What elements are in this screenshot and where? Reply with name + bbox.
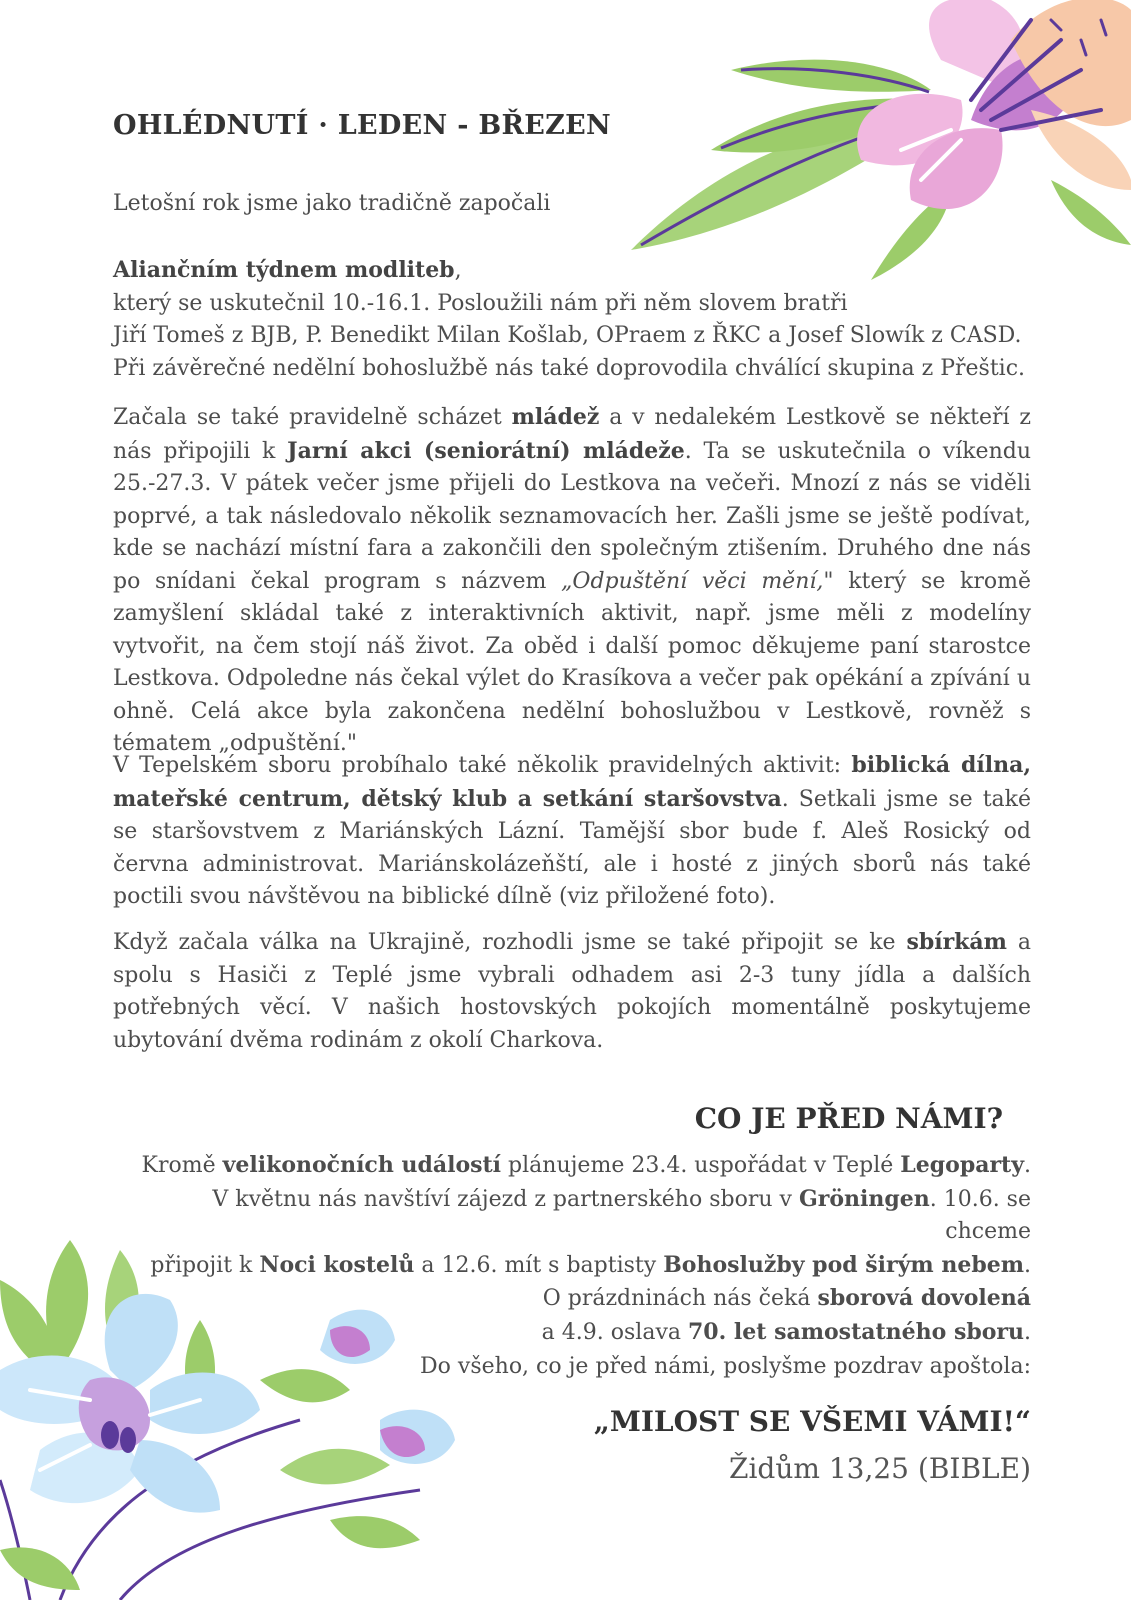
greeting-line: Do všeho, co je před námi, poslyšme pozdrav apoštola: <box>420 1354 1031 1379</box>
youth-paragraph: Začala se také pravidelně scházet mládež a v nedalekém Lestkově se někteří z nás připojili k Jarní akci (seniorátní) mládeže. Ta se uskutečnila o víkendu 25.-27.3. V pátek večer jsme přijeli do Lestkova na večeři. Mnozí z nás se viděli poprvé, a tak následovalo několik seznamovacích her. Zašli jsme se ještě podívat, kde se nachází místní fara a zakončili den společným ztišením. Druhého dne nás po snídani čekal program s názvem „Odpuštění věci mění," který se kromě zamyšlení skládal také z interaktivních aktivit, např. jsme měli z modelíny vytvořit, na čem stojí náš život. Za oběd i další pomoc děkujeme paní starostce Lestkova. Odpoledne nás čekal výlet do Krasíkova a večer pak opékání a zpívání u ohně. Celá akce byla zakončena nedělní bohoslužbou v Lestkově, rovněž s tématem „odpuštění." <box>113 404 1031 756</box>
ukraine-paragraph: Když začala válka na Ukrajině, rozhodli jsme se také připojit se ke sbírkám a spolu s Hasiči z Teplé jsme vybrali odhadem asi 2-3 tuny jídla a dalších potřebných věcí. V našich hostovských pokojích momentálně poskytujeme ubytování dvěma rodinám z okolí Charkova. <box>113 929 1031 1053</box>
activities-paragraph: V Tepelském sboru probíhalo také několik pravidelných aktivit: biblická dílna, mateřské centrum, dětský klub a setkání staršovstva. Setkali jsme se také se staršovstvem z Mariánských Lázní. Tamější sbor bude f. Aleš Rosický od června administrovat. Mariánskolázeňští, ale i hosté z jiných sborů nás také poctili svou návštěvou na biblické dílně (viz přiložené foto). <box>113 752 1032 909</box>
prayer-week-bold: Aliančním týdnem modliteb <box>113 257 455 283</box>
bible-reference: Židům 13,25 (BIBLE) <box>729 1452 1031 1485</box>
prayer-week-paragraph: Aliančním týdnem modliteb, který se uskutečnil 10.-16.1. Posloužili nám při něm slovem bratři Jiří Tomeš z BJB, P. Benedikt Milan Košlab, OPraem z ŘKC a Josef Slowík z CASD. Při závěrečné nedělní bohoslužbě nás také doprovodila chválící skupina z Přeštic. <box>113 257 1026 381</box>
future-plans-paragraph: Kromě velikonočních událostí plánujeme 23.4. uspořádat v Teplé Legoparty. V květnu nás navštíví zájezd z partnerského sboru v Gröningen. 10.6. se chceme připojit k Noci kostelů a 12.6. mít s baptisty Bohoslužby pod širým nebem. O prázdninách nás čeká sborová dovolená a 4.9. oslava 70. let samostatného sboru. <box>141 1152 1031 1345</box>
future-heading: CO JE PŘED NÁMI? <box>694 1102 1003 1135</box>
blessing-quote: „MILOST SE VŠEMI VÁMI!“ <box>593 1405 1031 1438</box>
intro-paragraph: Letošní rok jsme jako tradičně započali <box>113 191 551 216</box>
page-title: OHLÉDNUTÍ · LEDEN - BŘEZEN <box>113 110 612 141</box>
